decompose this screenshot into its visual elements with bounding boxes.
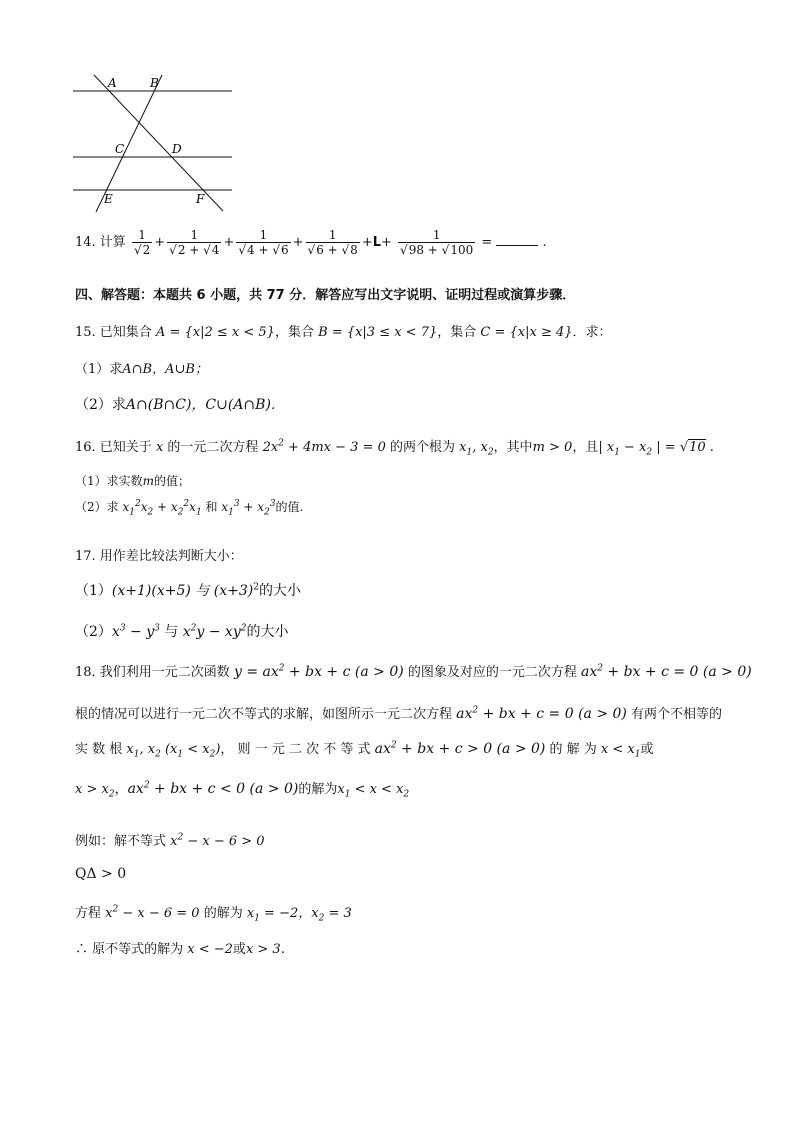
q15-p1-expr: A∩B，A∪B；: [122, 362, 208, 377]
q15-intro: 15. 已知集合: [75, 325, 156, 340]
eq-mid: 的解为: [199, 906, 247, 921]
q18-text-3b: ， 则 一 元 二 次 不 等 式: [220, 742, 375, 757]
fraction-last: $\frac{1}{√98 + √100}$: [400, 228, 474, 257]
set-C: C = {x|x ≥ 4}: [480, 325, 573, 340]
q16-p2-label: （2）求: [75, 500, 119, 514]
question-18-line-3: 实 数 根 $x_1$, $x_2$ $(x_1 < x_2)$， 则 一 元 二 次 不 等 式 $ax^2$ + bx + c > 0 (a > 0) 的 解 为 $x < x_1$或: [75, 740, 654, 760]
q16-text-a: 16. 已知关于: [75, 440, 156, 455]
q16-part-1: （1）求实数m的值；: [75, 474, 191, 488]
q18-text-3c: 的 解 为: [545, 742, 601, 757]
q15-mid1: ，集合: [274, 325, 319, 340]
question-16: 16. 已知关于 x 的一元二次方程 $2x^2 + 4mx - 3 = 0$ 的两个根为 $x_1$, $x_2$，其中m > 0，且| $x_1 - x_2$ | = √10 .: [75, 438, 714, 458]
fraction-2: $\frac{1}{√2 + √4}$: [169, 228, 220, 257]
q18-text-3a: 实 数 根: [75, 742, 127, 757]
q18-text-2a: 根的情况可以进行一元二次不等式的求解，如图所示一元二次方程: [75, 707, 457, 722]
conclusion-label: ∴ 原不等式的解为: [75, 942, 188, 957]
transversal-AF: [94, 75, 223, 211]
conclusion-or: 或: [232, 942, 246, 957]
label-D: D: [172, 142, 182, 156]
q16-text-d: ，其中: [493, 440, 533, 455]
q18-text-4b: 的解为: [298, 782, 338, 797]
q17-part-2: $(2)x^3 - y^3$ 与 $x^2y - xy^2$的大小: [75, 623, 289, 640]
set-B: B = {x|3 ≤ x < 7}: [318, 325, 438, 340]
q16-p2-end: 的值.: [275, 500, 304, 514]
label-B: B: [150, 76, 159, 90]
q18-text-4a: ，: [114, 782, 128, 797]
label-E: E: [104, 192, 113, 206]
question-18-line-2: 根的情况可以进行一元二次不等式的求解，如图所示一元二次方程 $ax^2$ + bx + c = 0 (a > 0) 有两个不相等的: [75, 705, 723, 722]
q15-part-1: [75, 358, 208, 377]
parallel-lines-figure: [70, 72, 240, 217]
q15-mid2: ，集合: [437, 325, 481, 340]
q16-p1-end: 的值；: [154, 474, 191, 488]
fraction-3: $\frac{1}{√4 + √6}$: [238, 228, 289, 257]
label-F: F: [196, 192, 205, 206]
q15-p2-label: （2）求: [75, 397, 126, 413]
conclusion-line: ∴ 原不等式的解为 x < −2或x > 3.: [75, 942, 285, 957]
equation-solution-line: 方程 $x^2 - x - 6 = 0$ 的解为 $x_1 = -2$，$x_2 = 3$: [75, 904, 352, 924]
q17-p2-end: 的大小: [246, 624, 289, 640]
q17-p1-expr: (x+1)(x+5) 与 (x+3): [111, 583, 254, 599]
q17-p1-label: （1）: [75, 583, 112, 599]
set-A: A = {x|2 ≤ x < 5}: [155, 325, 275, 340]
q15-part-2: [75, 394, 285, 414]
q14-suffix: .: [542, 235, 547, 250]
q15-p2-expr: A∩(B∩C)，C∪(A∩B)．: [125, 397, 285, 413]
question-18-line-4: $x > x_2$，$ax^2$ + bx + c < 0 (a > 0)的解为$x_1 < x < x_2$: [75, 780, 410, 800]
q18-text-1b: 的图象及对应的一元二次方程: [403, 665, 581, 680]
q17-p1-end: 的大小: [258, 583, 301, 599]
eq-label: 方程: [75, 906, 106, 921]
q16-text-c: 的两个根为: [385, 440, 460, 455]
q16-p2-and: 和: [205, 500, 218, 514]
section-4-heading: 四、解答题：本题共 6 小题，共 77 分．解答应写出文字说明、证明过程或演算步骤．: [75, 288, 576, 303]
label-C: C: [115, 142, 125, 156]
q16-text-b: 的一元二次方程: [163, 440, 263, 455]
q16-p1-label: （1）求实数: [75, 474, 143, 488]
q17-p2-label: （2）: [75, 624, 112, 640]
q15-end: ．求：: [572, 325, 612, 340]
q16-part-2: （2）求 $x_1^2x_2 + x_2^2x_1$ 和 $x_1^3 + x_2^3$的值.: [75, 499, 304, 518]
q18-text-3d: 或: [640, 742, 654, 757]
label-A: A: [108, 76, 117, 90]
example-label: 例如：解不等式: [75, 834, 171, 849]
answer-blank: [496, 233, 538, 246]
q18-text-1a: 18. 我们利用一元二次函数: [75, 665, 234, 680]
q16-text-e: ，且: [572, 440, 599, 455]
question-15: [75, 321, 612, 340]
example-line: 例如：解不等式 $x^2 - x - 6 > 0$: [75, 832, 265, 849]
question-17: 17. 用作差比较法判断大小：: [75, 549, 243, 564]
question-14: 14. 计算 $\frac{1}{√2}$ + $\frac{1}{√2 + √4}$ + $\frac{1}{√4 + √6}$ + $\frac{1}{√6 + √8}$ +L+ $\frac{1}{√98 + √100}$ = .: [75, 228, 547, 257]
fraction-4: $\frac{1}{√6 + √8}$: [307, 228, 358, 257]
question-18-line-1: 18. 我们利用一元二次函数 $y = ax^2$ + bx + c (a > 0) 的图象及对应的一元二次方程 $ax^2$ + bx + c = 0 (a > 0): [75, 663, 752, 680]
delta-line: QΔ > 0: [75, 866, 127, 882]
conclusion-end: .: [280, 942, 285, 957]
q15-p1-label: （1）求: [75, 362, 123, 377]
q18-text-2b: 有两个不相等的: [626, 707, 723, 722]
fraction-1: $\frac{1}{√2}$: [133, 228, 151, 257]
q17-part-1: （1）(x+1)(x+5) 与 $(x+3)^2$的大小: [75, 582, 301, 599]
q14-prefix: 14. 计算: [75, 235, 126, 250]
